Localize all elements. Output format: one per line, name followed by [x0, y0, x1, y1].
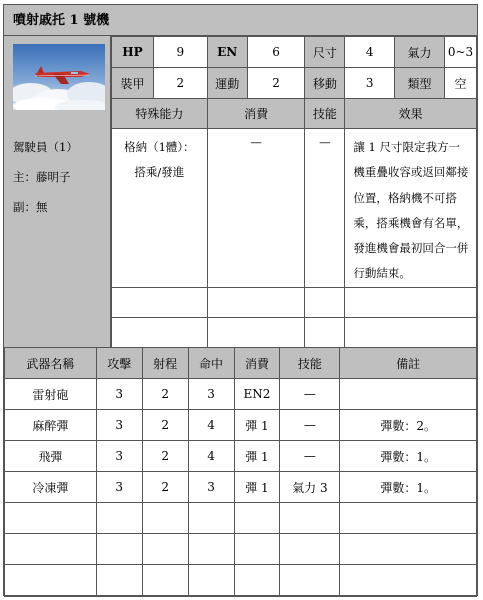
- main-pilot: 主：藤明子: [13, 170, 71, 184]
- stat-value: 2: [153, 68, 207, 99]
- empty-cell: [280, 534, 340, 565]
- stat-label: 尺寸: [305, 37, 345, 68]
- stat-value: 9: [153, 37, 207, 68]
- weapon-row: [5, 472, 477, 503]
- weapon-hit-header: 命中: [188, 348, 234, 379]
- special-cost-header: 消費: [207, 99, 305, 129]
- weapon-attack: 3: [96, 441, 142, 472]
- empty-weapon-row: [5, 565, 477, 597]
- empty-cell: [5, 503, 97, 534]
- weapon-row: [5, 379, 477, 410]
- stat-label: 類型: [395, 68, 445, 99]
- weapon-attack: 3: [96, 410, 142, 441]
- empty-cell: [188, 565, 234, 597]
- weapon-range-header: 射程: [142, 348, 188, 379]
- empty-cell: [188, 503, 234, 534]
- special-ability-text: 格納（1體）： 搭乘/發進: [124, 140, 195, 180]
- empty-cell: [142, 565, 188, 597]
- empty-cell: [112, 287, 208, 317]
- weapon-note: 彈數：1。: [340, 441, 477, 472]
- stat-label: 氣力: [395, 37, 445, 68]
- weapon-row: [5, 441, 477, 472]
- empty-weapon-row: [5, 503, 477, 534]
- stat-label: 移動: [305, 68, 345, 99]
- stats-row: [112, 68, 477, 99]
- weapon-name: 麻醉彈: [5, 410, 97, 441]
- empty-cell: [345, 287, 477, 317]
- pilot-header: 駕駛員（1）: [13, 140, 78, 154]
- special-ability-row: [112, 129, 477, 288]
- weapon-attack: 3: [96, 472, 142, 503]
- weapon-range: 2: [142, 379, 188, 410]
- stat-value: 2: [247, 68, 305, 99]
- special-ability-name: [112, 129, 208, 288]
- weapon-attack-header: 攻擊: [96, 348, 142, 379]
- weapon-note: 彈數：1。: [340, 472, 477, 503]
- stat-value: 6: [247, 37, 305, 68]
- empty-cell: [280, 503, 340, 534]
- weapon-hit: 3: [188, 379, 234, 410]
- weapon-range: 2: [142, 410, 188, 441]
- weapon-note-header: 備註: [340, 348, 477, 379]
- empty-cell: [5, 565, 97, 597]
- empty-cell: [340, 565, 477, 597]
- weapon-name-header: 武器名稱: [5, 348, 97, 379]
- empty-cell: [96, 503, 142, 534]
- weapon-hit: 4: [188, 441, 234, 472]
- weapon-skill: 氣力 3: [280, 472, 340, 503]
- pilot-panel: [4, 36, 111, 347]
- empty-cell: [305, 287, 345, 317]
- empty-cell: [96, 534, 142, 565]
- weapon-cost: 彈 1: [234, 441, 280, 472]
- stat-value: 0~3: [444, 37, 476, 68]
- stat-value: 3: [345, 68, 395, 99]
- mech-title: 噴射戚托 1 號機: [4, 5, 477, 36]
- special-effect-header: 效果: [345, 99, 477, 129]
- special-ability-cost: —: [207, 129, 305, 288]
- special-skill-header: 技能: [305, 99, 345, 129]
- weapon-note: 彈數：2。: [340, 410, 477, 441]
- weapon-cost-header: 消費: [234, 348, 280, 379]
- weapons-header-row: [5, 348, 477, 379]
- jet-aircraft-image: [13, 44, 105, 110]
- empty-cell: [207, 287, 305, 317]
- mech-data-sheet: [3, 4, 478, 596]
- empty-weapon-row: [5, 534, 477, 565]
- weapons-table: [4, 347, 477, 597]
- empty-cell: [234, 503, 280, 534]
- empty-cell: [280, 565, 340, 597]
- weapon-attack: 3: [96, 379, 142, 410]
- weapon-skill: —: [280, 441, 340, 472]
- empty-cell: [340, 503, 477, 534]
- stats-table: [111, 36, 477, 356]
- weapon-hit: 3: [188, 472, 234, 503]
- weapon-name: 飛彈: [5, 441, 97, 472]
- weapon-skill-header: 技能: [280, 348, 340, 379]
- weapon-cost: EN2: [234, 379, 280, 410]
- sub-pilot: 副：無: [13, 200, 48, 214]
- weapon-skill: —: [280, 410, 340, 441]
- empty-cell: [234, 565, 280, 597]
- empty-cell: [142, 534, 188, 565]
- stat-label: 運動: [207, 68, 247, 99]
- weapon-name: 冷凍彈: [5, 472, 97, 503]
- special-header-row: [112, 99, 477, 129]
- weapon-name: 雷射砲: [5, 379, 97, 410]
- special-ability-skill: —: [305, 129, 345, 288]
- empty-cell: [234, 534, 280, 565]
- stat-label: 裝甲: [112, 68, 154, 99]
- empty-cell: [5, 534, 97, 565]
- stats-row: [112, 37, 477, 68]
- weapon-range: 2: [142, 441, 188, 472]
- weapon-note: [340, 379, 477, 410]
- weapon-cost: 彈 1: [234, 472, 280, 503]
- weapon-cost: 彈 1: [234, 410, 280, 441]
- empty-row: [112, 287, 477, 317]
- special-ability-effect: 讓 1 尺寸限定我方一機重疊收容或返回鄰接位置，格納機不可搭乘，搭乘機會有名單，發進機會最初回合一併行動結束。: [345, 129, 477, 288]
- empty-cell: [142, 503, 188, 534]
- stat-value: 4: [345, 37, 395, 68]
- empty-cell: [96, 565, 142, 597]
- stat-label: HP: [112, 37, 154, 68]
- weapon-hit: 4: [188, 410, 234, 441]
- stat-label: EN: [207, 37, 247, 68]
- stat-value: 空: [444, 68, 476, 99]
- special-ability-header: 特殊能力: [112, 99, 208, 129]
- weapon-range: 2: [142, 472, 188, 503]
- empty-cell: [188, 534, 234, 565]
- weapon-row: [5, 410, 477, 441]
- empty-cell: [340, 534, 477, 565]
- weapon-skill: —: [280, 379, 340, 410]
